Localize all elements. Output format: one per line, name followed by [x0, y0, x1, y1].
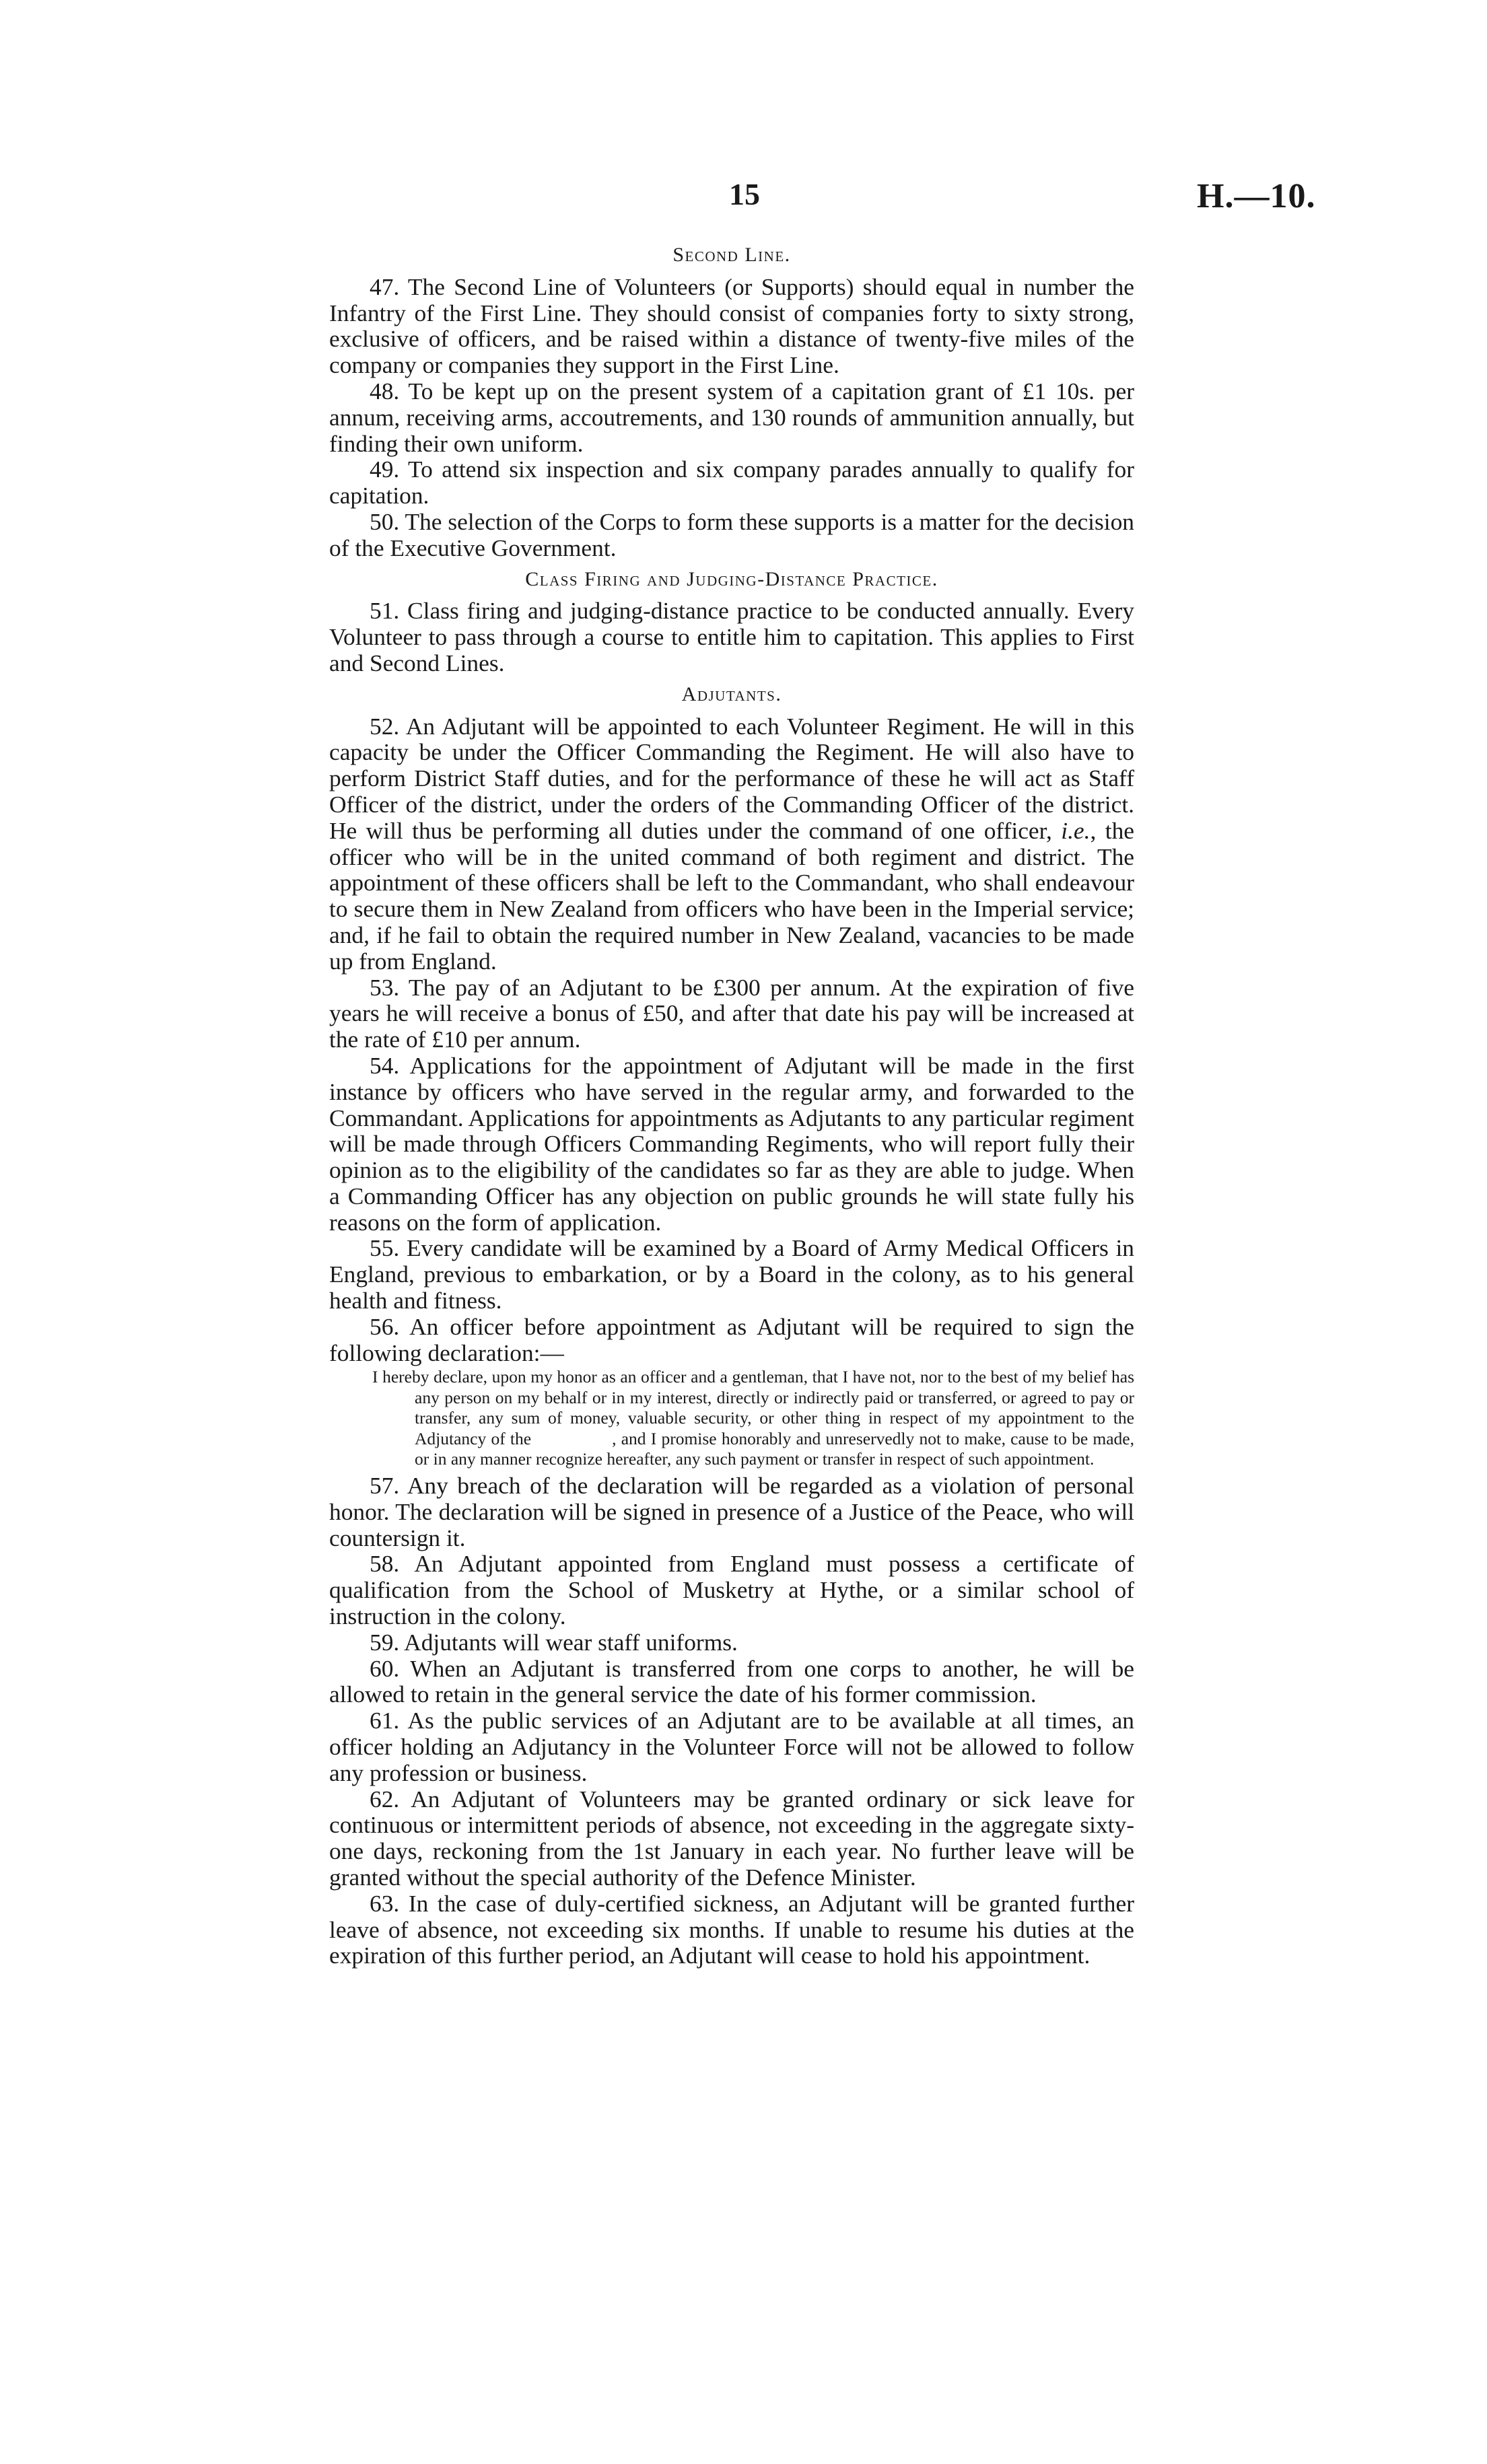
paragraph-55: 55. Every candidate will be examined by a Board of Army Medical Officers in England, previous to embarkation, or by a Board in the colony, as to his general health and fitness. [329, 1234, 1134, 1314]
paragraph-51: 51. Class firing and judging-distance practice to be conducted annually. Every Volunteer to pass through a course to entitle him to capitation. This applies to First and Second Lines. [329, 597, 1134, 676]
paragraph-52 [329, 713, 1134, 975]
paragraph-59: 59. Adjutants will wear staff uniforms. [370, 1628, 738, 1656]
declaration-text [372, 1367, 1135, 1470]
paragraph-63: 63. In the case of duly-certified sickness, an Adjutant will be granted further leave of absence, not exceeding six months. If unable to resume his duties at the expiration of this further period, an Adjutant will cease to hold his appointment. [329, 1889, 1134, 1969]
paragraph-52-part-2: , the officer who will be in the united command of both regiment and district. The appointment of these officers shall be left to the Commandant, who shall endeavour to secure them in New Zealand from officers who have been in the Imperial service; and, if he fail to obtain the required number in New Zealand, vacancies to be made up from England. [329, 816, 1134, 975]
heading-adjutants: Adjutants. [681, 682, 782, 705]
paragraph-50: 50. The selection of the Corps to form these supports is a matter for the decision of the Executive Government. [329, 507, 1134, 561]
heading-second-line: Second Line. [672, 244, 791, 266]
page-number: 15 [729, 177, 760, 211]
paragraph-52-ie: i.e. [1061, 816, 1091, 844]
paragraph-57: 57. Any breach of the declaration will be regarded as a violation of personal honor. The declaration will be signed in presence of a Justice of the Peace, who will countersign it. [329, 1471, 1134, 1551]
declaration-part-1: I hereby declare, upon my honor as an officer and a gentleman, that I have not, nor to the best of my belief has any person on my behalf or in my interest, directly or indirectly paid or transferred, or agreed to pay or transfer, any sum of money, valuable security, or other thing in respect of my appointment to the Adjutancy of the [372, 1367, 1134, 1448]
paragraph-54: 54. Applications for the appointment of Adjutant will be made in the first instance by officers who have served in the regular army, and forwarded to the Commandant. Applications for appointments as Adjutants to any particular regiment will be made through Officers Commanding Regiments, who will report fully their opinion as to the eligibility of the candidates so far as they are able to judge. When a Commanding Officer has any objection on public grounds he will state fully his reasons on the form of application. [329, 1051, 1134, 1236]
paragraph-49: 49. To attend six inspection and six company parades annually to qualify for capitation. [329, 456, 1134, 509]
paragraph-52-part-1: 52. An Adjutant will be appointed to each Volunteer Regiment. He will in this capacity be under the Officer Commanding the Regiment. He will also have to perform District Staff duties, and for the performance of these he will act as Staff Officer of the district, under the orders of the Commanding Officer of the district. He will thus be performing all duties under the command of one officer, [329, 712, 1134, 844]
heading-class-firing: Class Firing and Judging-Distance Practice. [525, 567, 938, 590]
paragraph-58: 58. An Adjutant appointed from England must possess a certificate of qualification from the School of Musketry at Hythe, or a similar school of instruction in the colony. [329, 1550, 1134, 1629]
document-reference: H.—10. [1197, 177, 1316, 215]
body-text [329, 237, 1134, 1969]
declaration [329, 1367, 1134, 1470]
paragraph-47: 47. The Second Line of Volunteers (or Supports) should equal in number the Infantry of the First Line. They should consist of companies forty to sixty strong, exclusive of officers, and be raised within a distance of twenty-five miles of the company or companies they support in the First Line. [329, 273, 1134, 379]
paragraph-61: 61. As the public services of an Adjutant are to be available at all times, an officer holding an Adjutancy in the Volunteer Force will not be allowed to follow any profession or business. [329, 1707, 1134, 1786]
paragraph-60: 60. When an Adjutant is transferred from one corps to another, he will be allowed to retain in the general service the date of his former commission. [329, 1654, 1134, 1708]
declaration-part-2: , and I promise honorably and unreservedly not to make, cause to be made, or in any manner recognize hereafter, any such payment or transfer in respect of such appointment. [415, 1428, 1135, 1469]
paragraph-53: 53. The pay of an Adjutant to be £300 per annum. At the expiration of five years he will receive a bonus of £50, and after that date his pay will be increased at the rate of £10 per annum. [329, 973, 1134, 1053]
paragraph-56: 56. An officer before appointment as Adjutant will be required to sign the following declaration:— [329, 1312, 1134, 1366]
paragraph-48: 48. To be kept up on the present system of a capitation grant of £1 10s. per annum, receiving arms, accoutrements, and 130 rounds of ammunition annually, but finding their own uniform. [329, 377, 1134, 457]
paragraph-62: 62. An Adjutant of Volunteers may be granted ordinary or sick leave for continuous or intermittent periods of absence, not exceeding in the aggregate sixty-one days, reckoning from the 1st January in each year. No further leave will be granted without the special authority of the Defence Minister. [329, 1785, 1134, 1891]
